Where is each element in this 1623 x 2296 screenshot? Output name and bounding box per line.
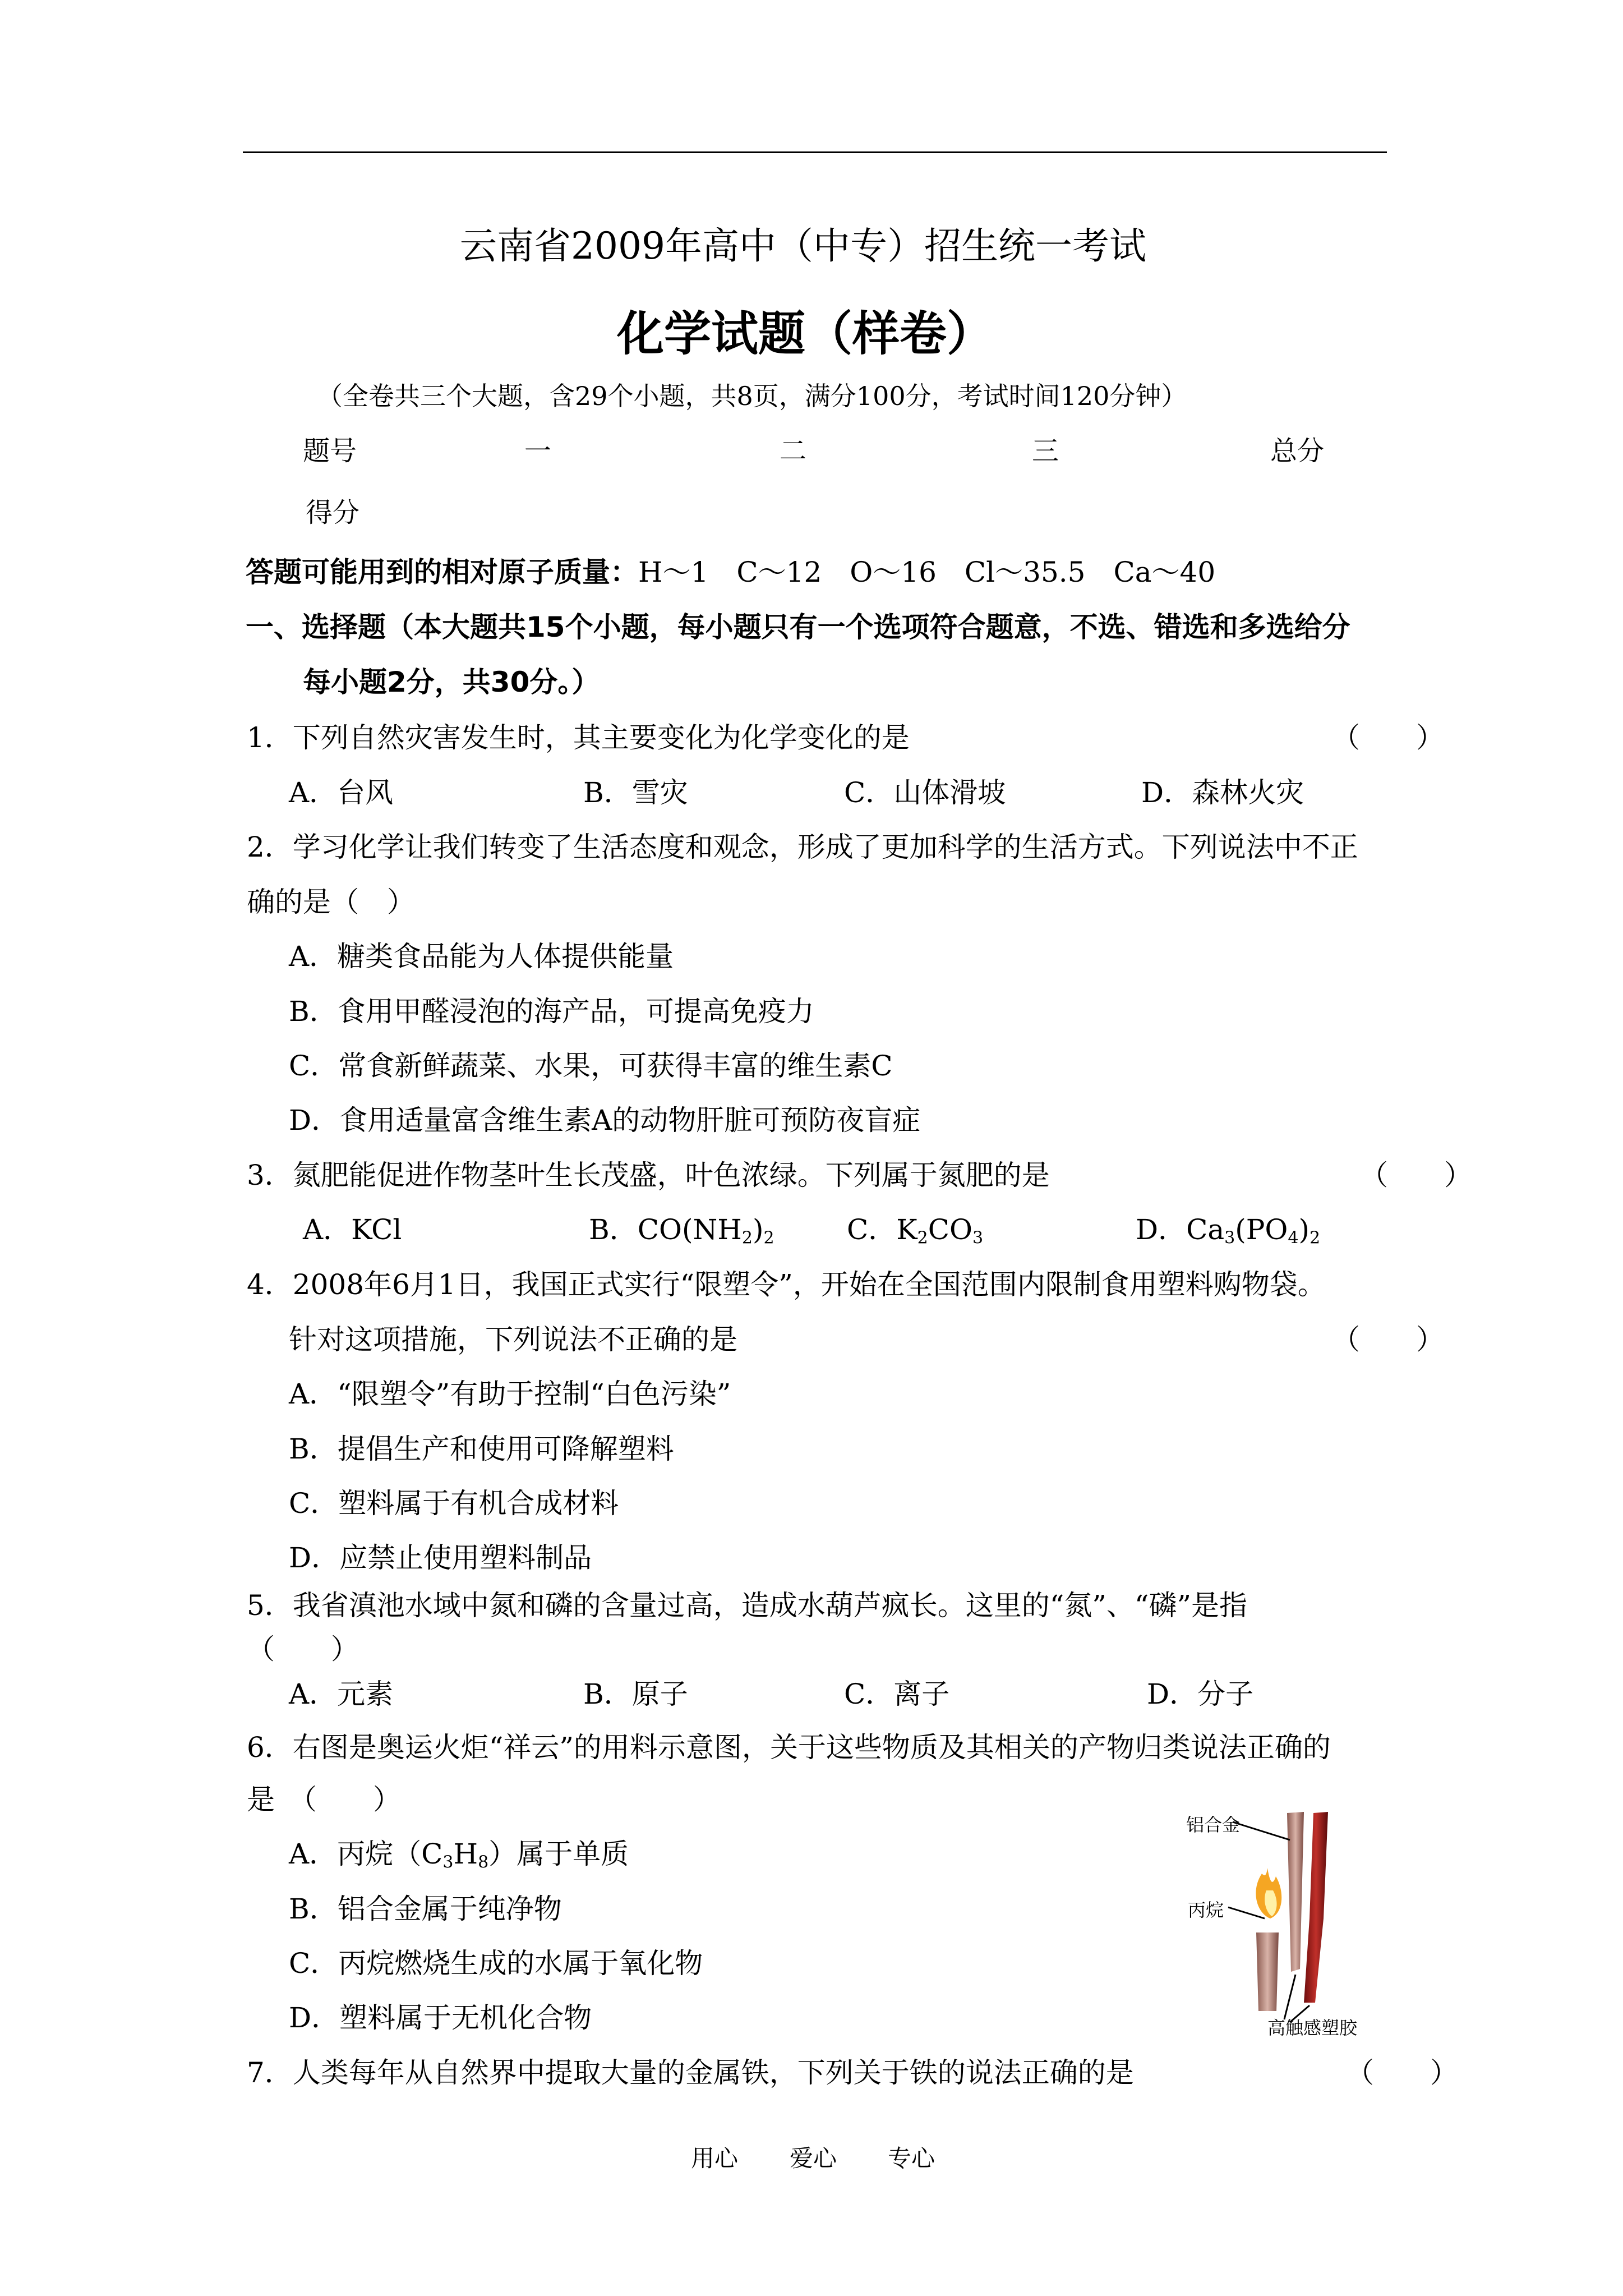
exam-title: 云南省2009年高中（中专）招生统一考试 [460, 224, 1146, 268]
figure-label-alloy: 铝合金 [1186, 1814, 1241, 1835]
question-2-option-d: D．食用适量富含维生素A的动物肝脏可预防夜盲症 [289, 1104, 921, 1137]
torch-figure [1166, 1806, 1402, 2042]
header-rule [243, 151, 1387, 153]
leader-rubber-1 [1284, 1975, 1295, 2019]
score-table-header-1: 一 [524, 435, 552, 467]
question-1-option-d: D．森林火灾 [1141, 776, 1304, 809]
question-3-option-d: D．$Ca_3(PO_4)_2$ [1136, 1213, 1321, 1248]
question-6-stem-line2: 是 （ ） [247, 1783, 401, 1816]
figure-label-rubber: 高触感塑胶 [1267, 2017, 1358, 2039]
question-2-option-a: A．糖类食品能为人体提供能量 [289, 940, 674, 973]
question-4-option-d: D．应禁止使用塑料制品 [289, 1542, 592, 1574]
footer-text-3: 专心 [888, 2145, 935, 2172]
question-1-option-b: B．雪灾 [583, 776, 688, 809]
question-4-stem-line1: 4．2008年6月1日，我国正式实行“限塑令”，开始在全国范围内限制食用塑料购物袋。 [247, 1268, 1326, 1301]
question-4-option-a: A．“限塑令”有助于控制“白色污染” [289, 1378, 731, 1410]
score-table-row-score: 得分 [306, 497, 360, 528]
question-7-stem: 7．人类每年从自然界中提取大量的金属铁，下列关于铁的说法正确的是 [247, 2056, 1134, 2089]
question-6-option-b: B．铝合金属于纯净物 [289, 1893, 562, 1925]
question-6-option-c: C．丙烷燃烧生成的水属于氧化物 [289, 1947, 703, 1980]
question-1-answer-blank: （ ） [1332, 721, 1444, 754]
section-1-instructions-line1: 一、选择题（本大题共15个小题，每小题只有一个选项符合题意，不选、错选和多选给分 [246, 611, 1350, 643]
question-2-option-c: C．常食新鲜蔬菜、水果，可获得丰富的维生素C [289, 1050, 893, 1082]
score-table-header-3: 三 [1032, 435, 1059, 467]
footer-text-1: 用心 [691, 2145, 739, 2172]
figure-label-propane: 丙烷 [1188, 1899, 1224, 1921]
question-5-option-d: D．分子 [1147, 1678, 1254, 1710]
question-4-option-c: C．塑料属于有机合成材料 [289, 1487, 619, 1520]
question-6-stem-line1: 6．右图是奥运火炬“祥云”的用料示意图，关于这些物质及其相关的产物归类说法正确的 [247, 1731, 1331, 1764]
question-3-option-a: A．KCl [303, 1213, 402, 1246]
torch-illustration [1166, 1806, 1402, 2042]
question-3-option-c: C．$K_2CO_3$ [847, 1213, 984, 1248]
question-4-stem-line2: 针对这项措施，下列说法不正确的是 [289, 1323, 737, 1356]
question-7-answer-blank: （ ） [1346, 2056, 1458, 2089]
question-2-option-b: B．食用甲醛浸泡的海产品，可提高免疫力 [289, 995, 814, 1028]
score-table-header-total: 总分 [1270, 435, 1325, 467]
question-1-option-a: A．台风 [289, 776, 394, 809]
question-5-option-c: C．离子 [844, 1678, 950, 1710]
rubber-grip [1304, 1812, 1328, 2003]
section-1-instructions-line2: 每小题2分，共30分。） [303, 666, 600, 698]
footer-text-2: 爱心 [790, 2145, 837, 2172]
question-5-stem-line1: 5．我省滇池水域中氮和磷的含量过高，造成水葫芦疯长。这里的“氮”、“磷”是指 [247, 1589, 1248, 1622]
alloy-shell [1287, 1812, 1304, 1972]
score-table-header-number: 题号 [303, 435, 357, 467]
question-4-answer-blank: （ ） [1332, 1323, 1444, 1356]
exam-note: （全卷共三个大题，含29个小题，共8页，满分100分，考试时间120分钟） [317, 381, 1187, 411]
question-3-answer-blank: （ ） [1360, 1159, 1472, 1191]
question-3-option-b: B．$CO(NH_2)_2$ [589, 1213, 774, 1248]
score-table-header-2: 二 [780, 435, 807, 467]
atomic-mass-values: H～1 C～12 O～16 Cl～35.5 Ca～40 [638, 556, 1216, 588]
leader-alloy [1233, 1822, 1290, 1840]
question-6-option-d: D．塑料属于无机化合物 [289, 2001, 592, 2034]
question-5-option-a: A．元素 [289, 1678, 394, 1710]
question-1-option-c: C．山体滑坡 [844, 776, 1006, 809]
question-2-stem-line2: 确的是（ ） [247, 886, 415, 918]
question-5-answer-blank: （ ） [247, 1633, 359, 1665]
question-2-stem-line1: 2．学习化学让我们转变了生活态度和观念，形成了更加科学的生活方式。下列说法中不正 [247, 831, 1358, 863]
question-3-stem: 3．氮肥能促进作物茎叶生长茂盛，叶色浓绿。下列属于氮肥的是 [247, 1159, 1050, 1191]
paper-title: 化学试题（样卷） [617, 306, 994, 361]
torch-base-section [1256, 1932, 1279, 2011]
atomic-mass-label: 答题可能用到的相对原子质量： [246, 556, 638, 588]
atomic-mass-line [246, 550, 1215, 590]
question-6-option-a: A．丙烷$(C_3H_8)$属于单质 [289, 1838, 629, 1872]
question-5-option-b: B．原子 [583, 1678, 688, 1710]
question-4-option-b: B．提倡生产和使用可降解塑料 [289, 1433, 674, 1465]
question-1-stem: 1．下列自然灾害发生时，其主要变化为化学变化的是 [247, 721, 910, 754]
leader-propane [1228, 1907, 1265, 1918]
